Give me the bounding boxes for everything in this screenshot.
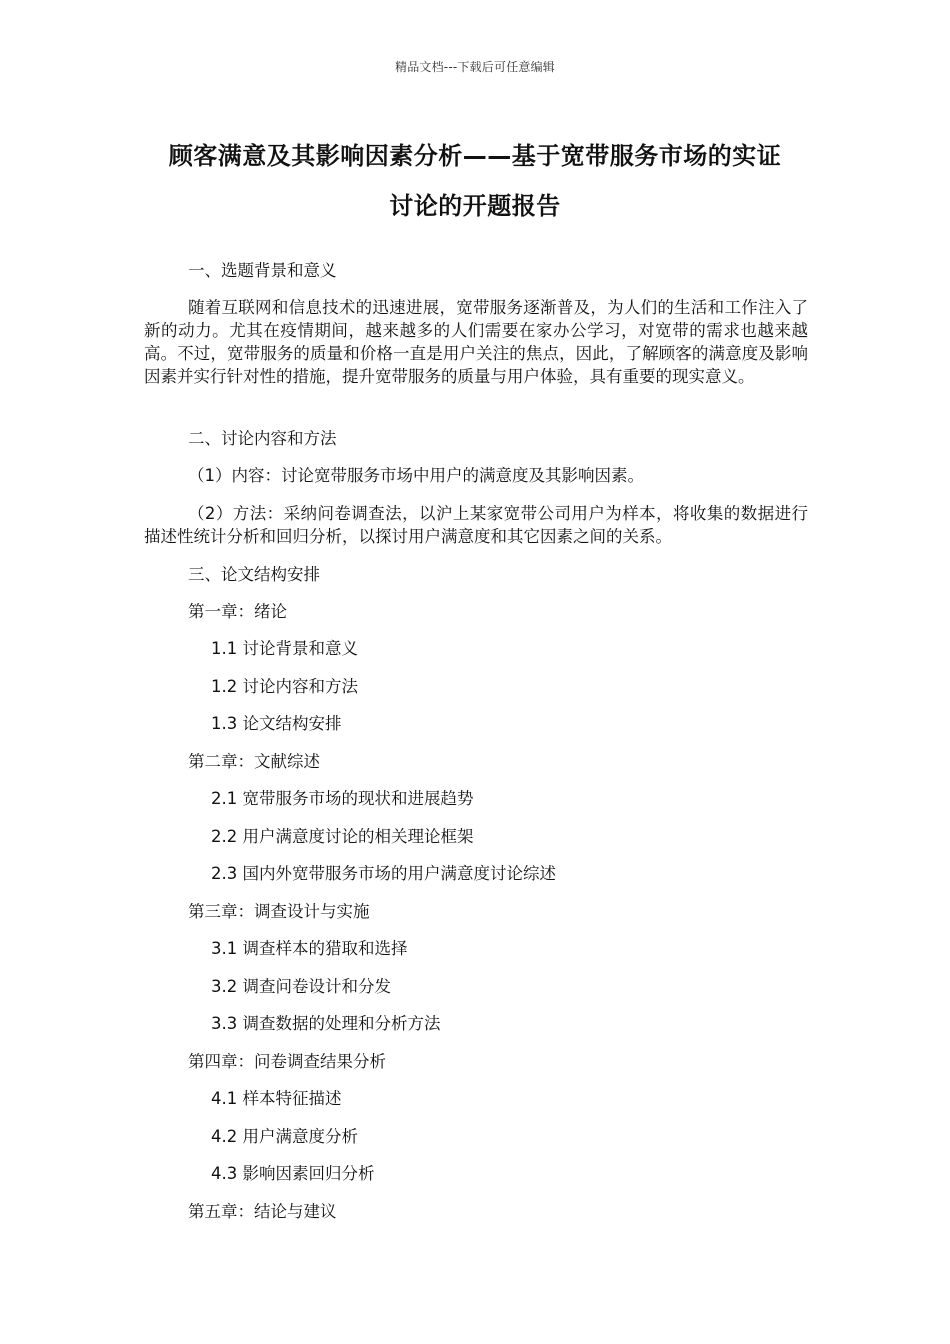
outline-item-4-3: 4.3 影响因素回归分析 xyxy=(211,1164,375,1183)
outline-chapter-5: 第五章：结论与建议 xyxy=(188,1202,337,1221)
document-title-line-1: 顾客满意及其影响因素分析——基于宽带服务市场的实证 xyxy=(168,142,782,170)
outline-chapter-1: 第一章：绪论 xyxy=(188,602,287,621)
outline-item-2-2: 2.2 用户满意度讨论的相关理论框架 xyxy=(211,827,474,846)
outline-item-2-1: 2.1 宽带服务市场的现状和进展趋势 xyxy=(211,789,474,808)
section-background-paragraph: 随着互联网和信息技术的迅速进展，宽带服务逐渐普及，为人们的生活和工作注入了新的动力。尤其在疫情期间，越来越多的人们需要在家办公学习，对宽带的需求也越来越高。不过，宽带服务的质量和价格一直是用户关注的焦点，因此，了解顾客的满意度及影响因素并实行针对性的措施，提升宽带服务的质量与用户体验，具有重要的现实意义。 xyxy=(144,298,808,386)
outline-chapter-3: 第三章：调查设计与实施 xyxy=(188,902,370,921)
header-note: 精品文档---下载后可任意编辑 xyxy=(395,60,555,74)
outline-item-3-3: 3.3 调查数据的处理和分析方法 xyxy=(211,1014,441,1033)
outline-item-3-2: 3.2 调查问卷设计和分发 xyxy=(211,977,391,996)
outline-chapter-2: 第二章：文献综述 xyxy=(188,752,320,771)
outline-item-1-1: 1.1 讨论背景和意义 xyxy=(211,639,358,658)
section-heading-background: 一、选题背景和意义 xyxy=(188,261,337,280)
outline-item-4-2: 4.2 用户满意度分析 xyxy=(211,1127,358,1146)
research-method-paragraph: （2）方法：采纳问卷调查法，以沪上某家宽带公司用户为样本，将收集的数据进行描述性统计分析和回归分析，以探讨用户满意度和其它因素之间的关系。 xyxy=(144,504,808,546)
outline-item-1-2: 1.2 讨论内容和方法 xyxy=(211,677,358,696)
outline-item-3-1: 3.1 调查样本的猎取和选择 xyxy=(211,939,408,958)
section-heading-structure: 三、论文结构安排 xyxy=(188,565,320,584)
outline-item-2-3: 2.3 国内外宽带服务市场的用户满意度讨论综述 xyxy=(211,864,556,883)
outline-item-4-1: 4.1 样本特征描述 xyxy=(211,1089,342,1108)
outline-chapter-4: 第四章：问卷调查结果分析 xyxy=(188,1052,386,1071)
section-heading-content-method: 二、讨论内容和方法 xyxy=(188,429,337,448)
document-title-line-2: 讨论的开题报告 xyxy=(389,192,561,220)
outline-item-1-3: 1.3 论文结构安排 xyxy=(211,714,342,733)
research-content-paragraph: （1）内容：讨论宽带服务市场中用户的满意度及其影响因素。 xyxy=(188,466,644,485)
